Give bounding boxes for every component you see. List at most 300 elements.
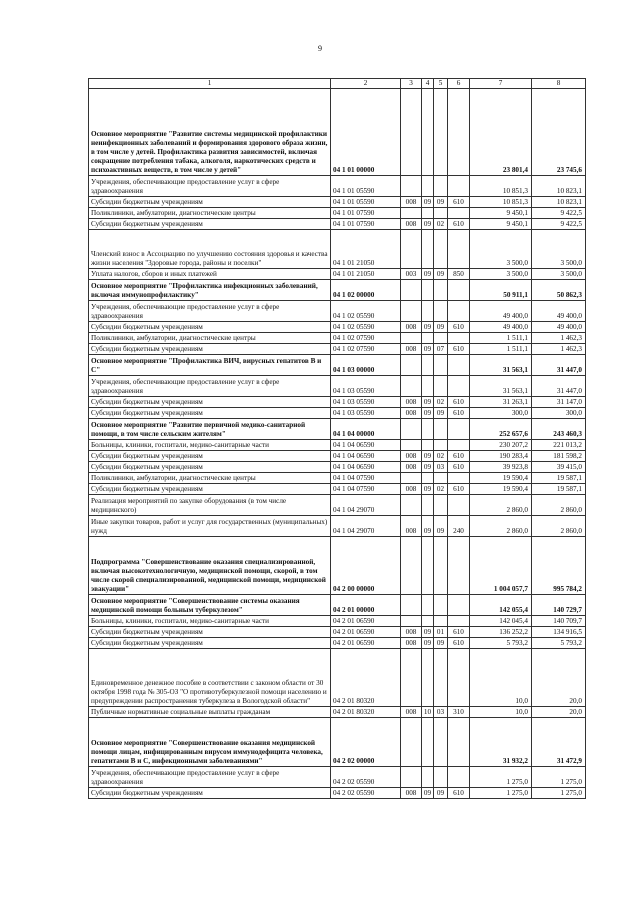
amount-year2-cell: 140 709,7 <box>532 616 586 627</box>
row-name-cell: Уплата налогов, сборов и иных платежей <box>89 269 331 280</box>
amount-year1-cell: 31 263,1 <box>470 397 532 408</box>
table-row <box>89 788 586 799</box>
amount-year1-cell: 10 851,3 <box>470 176 532 197</box>
expense-type-code-cell: 610 <box>448 322 470 333</box>
amount-year2-cell: 19 587,1 <box>532 484 586 495</box>
ministry-code-cell: 003 <box>401 269 422 280</box>
ministry-code-cell <box>401 616 422 627</box>
classification-code-cell: 04 1 04 29070 <box>331 495 401 516</box>
ministry-code-cell: 008 <box>401 219 422 230</box>
expense-type-code-cell <box>448 176 470 197</box>
section-code-cell <box>422 419 434 440</box>
ministry-code-cell <box>401 473 422 484</box>
subsection-code-cell: 09 <box>434 516 448 537</box>
subsection-code-cell <box>434 767 448 788</box>
amount-year1-cell: 3 500,0 <box>470 230 532 269</box>
expense-type-code-cell <box>448 616 470 627</box>
amount-year2-cell: 9 422,5 <box>532 219 586 230</box>
table-row <box>89 89 586 176</box>
table-row <box>89 718 586 767</box>
amount-year1-cell: 190 283,4 <box>470 451 532 462</box>
classification-code-cell: 04 1 01 21050 <box>331 269 401 280</box>
row-name-cell: Субсидии бюджетным учреждениям <box>89 397 331 408</box>
row-name-cell: Учреждения, обеспечивающие предоставление услуг в сфере здравоохранения <box>89 767 331 788</box>
row-name-cell: Больницы, клиники, госпитали, медико-санитарные части <box>89 440 331 451</box>
subsection-code-cell <box>434 537 448 595</box>
ministry-code-cell: 008 <box>401 627 422 638</box>
row-name-cell: Основное мероприятие "Развитие первичной медико-санитарной помощи, в том числе сельским жителям" <box>89 419 331 440</box>
amount-year2-cell: 49 400,0 <box>532 322 586 333</box>
section-code-cell: 09 <box>422 397 434 408</box>
amount-year2-cell: 3 500,0 <box>532 230 586 269</box>
row-name-cell: Основное мероприятие "Профилактика инфекционных заболеваний, включая иммунопрофилактику" <box>89 280 331 301</box>
amount-year1-cell: 31 563,1 <box>470 355 532 376</box>
ministry-code-cell <box>401 595 422 616</box>
subsection-code-cell <box>434 595 448 616</box>
section-code-cell: 09 <box>422 788 434 799</box>
column-header: 6 <box>448 79 470 89</box>
classification-code-cell: 04 2 02 05590 <box>331 767 401 788</box>
amount-year2-cell: 181 598,2 <box>532 451 586 462</box>
amount-year1-cell: 23 801,4 <box>470 89 532 176</box>
row-name-cell: Основное мероприятие "Совершенствование оказания медицинской помощи лицам, инфицированным вирусом иммунодефицита человека, гепатитами В и С, инфекционными заболеваниями" <box>89 718 331 767</box>
row-name-cell: Поликлиники, амбулатории, диагностические центры <box>89 473 331 484</box>
section-code-cell <box>422 649 434 707</box>
subsection-code-cell: 09 <box>434 408 448 419</box>
section-code-cell <box>422 355 434 376</box>
ministry-code-cell <box>401 280 422 301</box>
expense-type-code-cell: 610 <box>448 638 470 649</box>
ministry-code-cell: 008 <box>401 322 422 333</box>
classification-code-cell: 04 1 01 07590 <box>331 219 401 230</box>
table-header-row <box>89 79 586 89</box>
expense-type-code-cell: 610 <box>448 397 470 408</box>
table-row <box>89 344 586 355</box>
column-header: 1 <box>89 79 331 89</box>
classification-code-cell: 04 1 02 05590 <box>331 322 401 333</box>
amount-year2-cell: 995 784,2 <box>532 537 586 595</box>
table-row <box>89 376 586 397</box>
row-name-cell: Субсидии бюджетным учреждениям <box>89 451 331 462</box>
section-code-cell: 09 <box>422 638 434 649</box>
section-code-cell <box>422 230 434 269</box>
row-name-cell: Основное мероприятие "Профилактика ВИЧ, вирусных гепатитов В и С" <box>89 355 331 376</box>
section-code-cell <box>422 495 434 516</box>
expense-type-code-cell <box>448 376 470 397</box>
subsection-code-cell: 02 <box>434 219 448 230</box>
section-code-cell: 09 <box>422 219 434 230</box>
amount-year1-cell: 49 400,0 <box>470 322 532 333</box>
amount-year2-cell: 31 447,0 <box>532 355 586 376</box>
expense-type-code-cell <box>448 419 470 440</box>
classification-code-cell: 04 2 01 06590 <box>331 627 401 638</box>
row-name-cell: Субсидии бюджетным учреждениям <box>89 627 331 638</box>
expense-type-code-cell: 610 <box>448 462 470 473</box>
expense-type-code-cell: 610 <box>448 219 470 230</box>
classification-code-cell: 04 1 01 05590 <box>331 176 401 197</box>
expense-type-code-cell <box>448 208 470 219</box>
ministry-code-cell <box>401 230 422 269</box>
classification-code-cell: 04 2 01 06590 <box>331 638 401 649</box>
section-code-cell <box>422 595 434 616</box>
expense-type-code-cell <box>448 495 470 516</box>
section-code-cell <box>422 616 434 627</box>
amount-year1-cell: 2 860,0 <box>470 516 532 537</box>
subsection-code-cell: 02 <box>434 451 448 462</box>
amount-year1-cell: 9 450,1 <box>470 219 532 230</box>
table-row <box>89 197 586 208</box>
amount-year1-cell: 1 275,0 <box>470 767 532 788</box>
table-row <box>89 440 586 451</box>
amount-year1-cell: 142 045,4 <box>470 616 532 627</box>
amount-year1-cell: 1 511,1 <box>470 333 532 344</box>
classification-code-cell: 04 2 01 80320 <box>331 707 401 718</box>
section-code-cell: 09 <box>422 516 434 537</box>
classification-code-cell: 04 2 01 00000 <box>331 595 401 616</box>
row-name-cell: Единовременное денежное пособие в соответствии с законом области от 30 октября 1998 года № 305-ОЗ "О противотуберкулезной помощи населению и предупреждении распространения туберкулеза в Вологодской области" <box>89 649 331 707</box>
subsection-code-cell <box>434 280 448 301</box>
section-code-cell: 10 <box>422 707 434 718</box>
classification-code-cell: 04 1 04 06590 <box>331 462 401 473</box>
amount-year2-cell: 10 823,1 <box>532 176 586 197</box>
amount-year1-cell: 10,0 <box>470 707 532 718</box>
classification-code-cell: 04 1 04 06590 <box>331 440 401 451</box>
expense-type-code-cell: 610 <box>448 788 470 799</box>
subsection-code-cell: 03 <box>434 462 448 473</box>
expense-type-code-cell <box>448 537 470 595</box>
amount-year1-cell: 3 500,0 <box>470 269 532 280</box>
table-row <box>89 451 586 462</box>
ministry-code-cell: 008 <box>401 707 422 718</box>
row-name-cell: Публичные нормативные социальные выплаты гражданам <box>89 707 331 718</box>
column-header: 8 <box>532 79 586 89</box>
subsection-code-cell <box>434 376 448 397</box>
section-code-cell <box>422 376 434 397</box>
subsection-code-cell <box>434 649 448 707</box>
ministry-code-cell <box>401 419 422 440</box>
subsection-code-cell <box>434 495 448 516</box>
ministry-code-cell <box>401 355 422 376</box>
amount-year2-cell: 19 587,1 <box>532 473 586 484</box>
section-code-cell <box>422 718 434 767</box>
section-code-cell <box>422 440 434 451</box>
classification-code-cell: 04 1 02 07590 <box>331 344 401 355</box>
amount-year2-cell: 31 447,0 <box>532 376 586 397</box>
amount-year2-cell: 31 147,0 <box>532 397 586 408</box>
expense-type-code-cell <box>448 89 470 176</box>
row-name-cell: Больницы, клиники, госпитали, медико-санитарные части <box>89 616 331 627</box>
expense-type-code-cell <box>448 440 470 451</box>
classification-code-cell: 04 1 04 07590 <box>331 484 401 495</box>
amount-year1-cell: 1 004 057,7 <box>470 537 532 595</box>
ministry-code-cell: 008 <box>401 788 422 799</box>
row-name-cell: Субсидии бюджетным учреждениям <box>89 638 331 649</box>
expense-type-code-cell: 610 <box>448 627 470 638</box>
amount-year2-cell: 243 460,3 <box>532 419 586 440</box>
subsection-code-cell: 03 <box>434 707 448 718</box>
column-header: 3 <box>401 79 422 89</box>
classification-code-cell: 04 1 01 21050 <box>331 230 401 269</box>
classification-code-cell: 04 2 02 00000 <box>331 718 401 767</box>
row-name-cell: Субсидии бюджетным учреждениям <box>89 788 331 799</box>
ministry-code-cell <box>401 376 422 397</box>
table-row <box>89 419 586 440</box>
subsection-code-cell <box>434 718 448 767</box>
classification-code-cell: 04 1 03 05590 <box>331 397 401 408</box>
subsection-code-cell <box>434 230 448 269</box>
section-code-cell: 09 <box>422 451 434 462</box>
ministry-code-cell: 008 <box>401 462 422 473</box>
classification-code-cell: 04 2 01 80320 <box>331 649 401 707</box>
subsection-code-cell: 09 <box>434 269 448 280</box>
section-code-cell <box>422 176 434 197</box>
expense-type-code-cell <box>448 649 470 707</box>
amount-year1-cell: 5 793,2 <box>470 638 532 649</box>
amount-year2-cell: 1 275,0 <box>532 767 586 788</box>
expense-type-code-cell: 240 <box>448 516 470 537</box>
table-row <box>89 627 586 638</box>
amount-year1-cell: 9 450,1 <box>470 208 532 219</box>
ministry-code-cell <box>401 176 422 197</box>
amount-year2-cell: 50 862,3 <box>532 280 586 301</box>
subsection-code-cell: 01 <box>434 627 448 638</box>
subsection-code-cell: 07 <box>434 344 448 355</box>
section-code-cell <box>422 208 434 219</box>
budget-table <box>88 78 586 799</box>
ministry-code-cell: 008 <box>401 397 422 408</box>
row-name-cell: Иные закупки товаров, работ и услуг для государственных (муниципальных) нужд <box>89 516 331 537</box>
amount-year1-cell: 2 860,0 <box>470 495 532 516</box>
ministry-code-cell: 008 <box>401 451 422 462</box>
subsection-code-cell <box>434 333 448 344</box>
classification-code-cell: 04 2 02 05590 <box>331 788 401 799</box>
subsection-code-cell <box>434 89 448 176</box>
row-name-cell: Поликлиники, амбулатории, диагностические центры <box>89 208 331 219</box>
table-row <box>89 537 586 595</box>
amount-year1-cell: 49 400,0 <box>470 301 532 322</box>
amount-year2-cell: 5 793,2 <box>532 638 586 649</box>
table-row <box>89 595 586 616</box>
table-row <box>89 333 586 344</box>
amount-year2-cell: 10 823,1 <box>532 197 586 208</box>
amount-year2-cell: 134 916,5 <box>532 627 586 638</box>
page-number: 9 <box>318 44 322 53</box>
ministry-code-cell <box>401 333 422 344</box>
table-row <box>89 230 586 269</box>
section-code-cell <box>422 301 434 322</box>
classification-code-cell: 04 1 04 07590 <box>331 473 401 484</box>
amount-year1-cell: 19 590,4 <box>470 473 532 484</box>
table-row <box>89 462 586 473</box>
row-name-cell: Членский взнос в Ассоциацию по улучшению состояния здоровья и качества жизни населения "Здоровые города, районы и поселки" <box>89 230 331 269</box>
section-code-cell: 09 <box>422 344 434 355</box>
amount-year1-cell: 252 657,6 <box>470 419 532 440</box>
amount-year2-cell: 1 275,0 <box>532 788 586 799</box>
ministry-code-cell <box>401 649 422 707</box>
table-row <box>89 208 586 219</box>
classification-code-cell: 04 1 02 05590 <box>331 301 401 322</box>
amount-year1-cell: 31 932,2 <box>470 718 532 767</box>
section-code-cell: 09 <box>422 627 434 638</box>
expense-type-code-cell: 850 <box>448 269 470 280</box>
table-row <box>89 484 586 495</box>
table-row <box>89 280 586 301</box>
ministry-code-cell <box>401 208 422 219</box>
expense-type-code-cell <box>448 280 470 301</box>
subsection-code-cell <box>434 355 448 376</box>
table-row <box>89 176 586 197</box>
expense-type-code-cell <box>448 718 470 767</box>
column-header: 2 <box>331 79 401 89</box>
column-header: 7 <box>470 79 532 89</box>
classification-code-cell: 04 1 04 06590 <box>331 451 401 462</box>
row-name-cell: Субсидии бюджетным учреждениям <box>89 344 331 355</box>
row-name-cell: Субсидии бюджетным учреждениям <box>89 322 331 333</box>
amount-year1-cell: 31 563,1 <box>470 376 532 397</box>
amount-year2-cell: 9 422,5 <box>532 208 586 219</box>
amount-year2-cell: 20,0 <box>532 649 586 707</box>
amount-year1-cell: 10 851,3 <box>470 197 532 208</box>
table-row <box>89 355 586 376</box>
row-name-cell: Субсидии бюджетным учреждениям <box>89 197 331 208</box>
subsection-code-cell <box>434 208 448 219</box>
expense-type-code-cell: 610 <box>448 451 470 462</box>
subsection-code-cell: 09 <box>434 322 448 333</box>
classification-code-cell: 04 1 03 05590 <box>331 408 401 419</box>
amount-year1-cell: 39 923,8 <box>470 462 532 473</box>
amount-year2-cell: 23 745,6 <box>532 89 586 176</box>
classification-code-cell: 04 1 02 07590 <box>331 333 401 344</box>
row-name-cell: Основное мероприятие "Совершенствование системы оказания медицинской помощи больным туберкулезом" <box>89 595 331 616</box>
amount-year2-cell: 1 462,3 <box>532 333 586 344</box>
amount-year2-cell: 221 013,2 <box>532 440 586 451</box>
table-row <box>89 269 586 280</box>
ministry-code-cell: 008 <box>401 408 422 419</box>
table-row <box>89 408 586 419</box>
subsection-code-cell <box>434 176 448 197</box>
classification-code-cell: 04 2 01 06590 <box>331 616 401 627</box>
row-name-cell: Учреждения, обеспечивающие предоставление услуг в сфере здравоохранения <box>89 376 331 397</box>
table-row <box>89 495 586 516</box>
expense-type-code-cell: 310 <box>448 707 470 718</box>
amount-year2-cell: 1 462,3 <box>532 344 586 355</box>
classification-code-cell: 04 1 02 00000 <box>331 280 401 301</box>
ministry-code-cell <box>401 89 422 176</box>
subsection-code-cell <box>434 301 448 322</box>
ministry-code-cell <box>401 495 422 516</box>
row-name-cell: Субсидии бюджетным учреждениям <box>89 462 331 473</box>
row-name-cell: Субсидии бюджетным учреждениям <box>89 408 331 419</box>
expense-type-code-cell <box>448 767 470 788</box>
ministry-code-cell: 008 <box>401 197 422 208</box>
table-row <box>89 397 586 408</box>
amount-year1-cell: 10,0 <box>470 649 532 707</box>
classification-code-cell: 04 1 03 00000 <box>331 355 401 376</box>
amount-year1-cell: 1 275,0 <box>470 788 532 799</box>
section-code-cell: 09 <box>422 484 434 495</box>
section-code-cell: 09 <box>422 462 434 473</box>
row-name-cell: Реализация мероприятий по закупке оборудования (в том числе медицинского) <box>89 495 331 516</box>
ministry-code-cell <box>401 537 422 595</box>
subsection-code-cell: 02 <box>434 484 448 495</box>
table-row <box>89 473 586 484</box>
classification-code-cell: 04 1 03 05590 <box>331 376 401 397</box>
subsection-code-cell: 09 <box>434 788 448 799</box>
row-name-cell: Учреждения, обеспечивающие предоставление услуг в сфере здравоохранения <box>89 301 331 322</box>
classification-code-cell: 04 2 00 00000 <box>331 537 401 595</box>
table-row <box>89 516 586 537</box>
amount-year2-cell: 2 860,0 <box>532 495 586 516</box>
expense-type-code-cell <box>448 355 470 376</box>
amount-year1-cell: 230 207,2 <box>470 440 532 451</box>
subsection-code-cell <box>434 616 448 627</box>
amount-year1-cell: 50 911,1 <box>470 280 532 301</box>
section-code-cell <box>422 473 434 484</box>
expense-type-code-cell: 610 <box>448 197 470 208</box>
section-code-cell: 09 <box>422 322 434 333</box>
table-row <box>89 616 586 627</box>
amount-year1-cell: 19 590,4 <box>470 484 532 495</box>
expense-type-code-cell: 610 <box>448 408 470 419</box>
expense-type-code-cell <box>448 473 470 484</box>
classification-code-cell: 04 1 01 00000 <box>331 89 401 176</box>
ministry-code-cell <box>401 440 422 451</box>
row-name-cell: Учреждения, обеспечивающие предоставление услуг в сфере здравоохранения <box>89 176 331 197</box>
classification-code-cell: 04 1 01 07590 <box>331 208 401 219</box>
amount-year2-cell: 20,0 <box>532 707 586 718</box>
section-code-cell <box>422 767 434 788</box>
table-row <box>89 638 586 649</box>
column-header: 4 <box>422 79 434 89</box>
section-code-cell <box>422 537 434 595</box>
column-header: 5 <box>434 79 448 89</box>
section-code-cell: 09 <box>422 408 434 419</box>
amount-year2-cell: 39 415,0 <box>532 462 586 473</box>
row-name-cell: Основное мероприятие "Развитие системы медицинской профилактики неинфекционных заболеваний и формирования здорового образа жизни, в том числе у детей. Профилактика развития зависимостей, включая сокращение потребления табака, алкоголя, наркотических средств и психоактивных веществ, в том числе у детей" <box>89 89 331 176</box>
subsection-code-cell: 02 <box>434 397 448 408</box>
amount-year1-cell: 1 511,1 <box>470 344 532 355</box>
subsection-code-cell: 09 <box>434 197 448 208</box>
ministry-code-cell: 008 <box>401 638 422 649</box>
table-row <box>89 707 586 718</box>
expense-type-code-cell <box>448 333 470 344</box>
table-row <box>89 219 586 230</box>
amount-year1-cell: 136 252,2 <box>470 627 532 638</box>
subsection-code-cell <box>434 440 448 451</box>
section-code-cell: 09 <box>422 197 434 208</box>
classification-code-cell: 04 1 01 05590 <box>331 197 401 208</box>
section-code-cell <box>422 280 434 301</box>
amount-year2-cell: 49 400,0 <box>532 301 586 322</box>
amount-year1-cell: 300,0 <box>470 408 532 419</box>
ministry-code-cell <box>401 301 422 322</box>
row-name-cell: Подпрограмма "Совершенствование оказания специализированной, включая высокотехнологичную, медицинской помощи, скорой, в том числе скорой специализированной, медицинской помощи, медицинской эвакуации" <box>89 537 331 595</box>
subsection-code-cell <box>434 473 448 484</box>
amount-year2-cell: 3 500,0 <box>532 269 586 280</box>
subsection-code-cell: 09 <box>434 638 448 649</box>
amount-year2-cell: 31 472,9 <box>532 718 586 767</box>
ministry-code-cell: 008 <box>401 484 422 495</box>
ministry-code-cell: 008 <box>401 344 422 355</box>
ministry-code-cell <box>401 767 422 788</box>
ministry-code-cell: 008 <box>401 516 422 537</box>
row-name-cell: Субсидии бюджетным учреждениям <box>89 219 331 230</box>
expense-type-code-cell <box>448 595 470 616</box>
expense-type-code-cell: 610 <box>448 344 470 355</box>
amount-year2-cell: 300,0 <box>532 408 586 419</box>
section-code-cell <box>422 333 434 344</box>
amount-year2-cell: 2 860,0 <box>532 516 586 537</box>
